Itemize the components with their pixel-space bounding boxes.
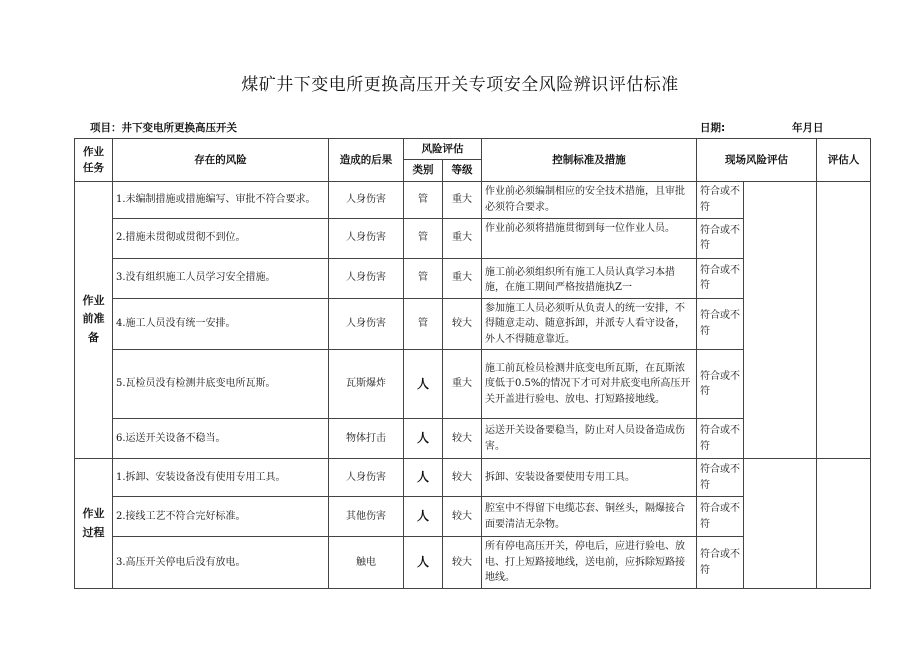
site-eval-cell: 符合或不符 <box>697 181 744 218</box>
category-cell: 人 <box>404 537 443 589</box>
level-cell: 重大 <box>443 258 482 298</box>
site-eval-cell: 符合或不符 <box>697 258 744 298</box>
consequence-cell: 人身伤害 <box>329 218 404 258</box>
level-cell: 较大 <box>443 497 482 537</box>
date-label: 日期: <box>700 122 726 134</box>
consequence-cell: 人身伤害 <box>329 181 404 218</box>
risk-cell: 2.接线工艺不符合完好标准。 <box>113 497 329 537</box>
risk-cell: 5.瓦检员没有检测井底变电所瓦斯。 <box>113 350 329 419</box>
header-category: 类别 <box>404 160 443 181</box>
consequence-cell: 触电 <box>329 537 404 589</box>
project-label: 项目：井下变电所更换高压开关 <box>90 122 237 134</box>
header-level: 等级 <box>443 160 482 181</box>
consequence-cell: 其他伤害 <box>329 497 404 537</box>
risk-cell: 6.运送开关设备不稳当。 <box>113 419 329 459</box>
consequence-cell: 人身伤害 <box>329 258 404 298</box>
site-eval-cell: 符合或不符 <box>697 459 744 497</box>
header-control: 控制标准及措施 <box>482 139 697 182</box>
assessor-cell <box>817 181 871 459</box>
control-cell: 参加施工人员必须听从负责人的统一安排，不得随意走动、随意拆卸，并派专人看守设备，外人不得随意靠近。 <box>482 298 697 350</box>
header-consequence: 造成的后果 <box>329 139 404 182</box>
risk-table <box>74 138 871 589</box>
header-risk-eval: 风险评估 <box>404 139 482 160</box>
table-row <box>75 459 871 497</box>
site-eval-cell: 符合或不符 <box>697 218 744 258</box>
level-cell: 重大 <box>443 181 482 218</box>
consequence-cell: 物体打击 <box>329 419 404 459</box>
category-cell: 人 <box>404 350 443 419</box>
risk-cell: 4.施工人员没有统一安排。 <box>113 298 329 350</box>
category-cell: 管 <box>404 181 443 218</box>
control-cell: 作业前必须编制相应的安全技术措施，且审批必须符合要求。 <box>482 181 697 218</box>
category-cell: 管 <box>404 218 443 258</box>
risk-cell: 3.没有组织施工人员学习安全措施。 <box>113 258 329 298</box>
level-cell: 较大 <box>443 537 482 589</box>
header-task: 作业任务 <box>75 139 113 182</box>
control-cell: 作业前必须将措施贯彻到每一位作业人员。 <box>482 218 697 258</box>
level-cell: 较大 <box>443 419 482 459</box>
header-risk: 存在的风险 <box>113 139 329 182</box>
control-cell: 腔室中不得留下电缆芯套、铜丝头，隔爆接合面要清洁无杂物。 <box>482 497 697 537</box>
site-eval-cell: 符合或不符 <box>697 298 744 350</box>
page-title: 煤矿井下变电所更换高压开关专项安全风险辨识评估标准 <box>241 75 679 95</box>
table-row <box>75 181 871 218</box>
level-cell: 较大 <box>443 459 482 497</box>
site-eval-blank <box>744 459 817 589</box>
category-cell: 人 <box>404 419 443 459</box>
category-cell: 管 <box>404 258 443 298</box>
consequence-cell: 瓦斯爆炸 <box>329 350 404 419</box>
control-cell: 运送开关设备要稳当，防止对人员设备造成伤害。 <box>482 419 697 459</box>
control-cell: 所有停电高压开关，停电后，应进行验电、放电、打上短路接地线，送电前，应拆除短路接地线。 <box>482 537 697 589</box>
risk-cell: 1.未编制措施或措施编写、审批不符合要求。 <box>113 181 329 218</box>
site-eval-cell: 符合或不符 <box>697 419 744 459</box>
task-cell: 作业前准备 <box>75 181 113 459</box>
risk-cell: 3.高压开关停电后没有放电。 <box>113 537 329 589</box>
level-cell: 较大 <box>443 298 482 350</box>
control-cell: 拆卸、安装设备要使用专用工具。 <box>482 459 697 497</box>
consequence-cell: 人身伤害 <box>329 298 404 350</box>
risk-cell: 2.措施未贯彻或贯彻不到位。 <box>113 218 329 258</box>
header-assessor: 评估人 <box>817 139 871 182</box>
control-cell: 施工前瓦检员检测井底变电所瓦斯，在瓦斯浓度低于0.5%的情况下才可对井底变电所高压开关开盖进行验电、放电、打短路接地线。 <box>482 350 697 419</box>
risk-cell: 1.拆卸、安装设备没有使用专用工具。 <box>113 459 329 497</box>
level-cell: 重大 <box>443 218 482 258</box>
site-eval-blank <box>744 181 817 459</box>
category-cell: 管 <box>404 298 443 350</box>
control-cell: 施工前必须组织所有施工人员认真学习本措施，在施工期间严格按措施执Z一 <box>482 258 697 298</box>
consequence-cell: 人身伤害 <box>329 459 404 497</box>
site-eval-cell: 符合或不符 <box>697 497 744 537</box>
task-cell: 作业过程 <box>75 459 113 589</box>
date-value: 年月日 <box>792 122 824 134</box>
category-cell: 人 <box>404 497 443 537</box>
site-eval-cell: 符合或不符 <box>697 350 744 419</box>
assessor-cell <box>817 459 871 589</box>
level-cell: 重大 <box>443 350 482 419</box>
category-cell: 人 <box>404 459 443 497</box>
site-eval-cell: 符合或不符 <box>697 537 744 589</box>
header-site-eval: 现场风险评估 <box>697 139 817 182</box>
